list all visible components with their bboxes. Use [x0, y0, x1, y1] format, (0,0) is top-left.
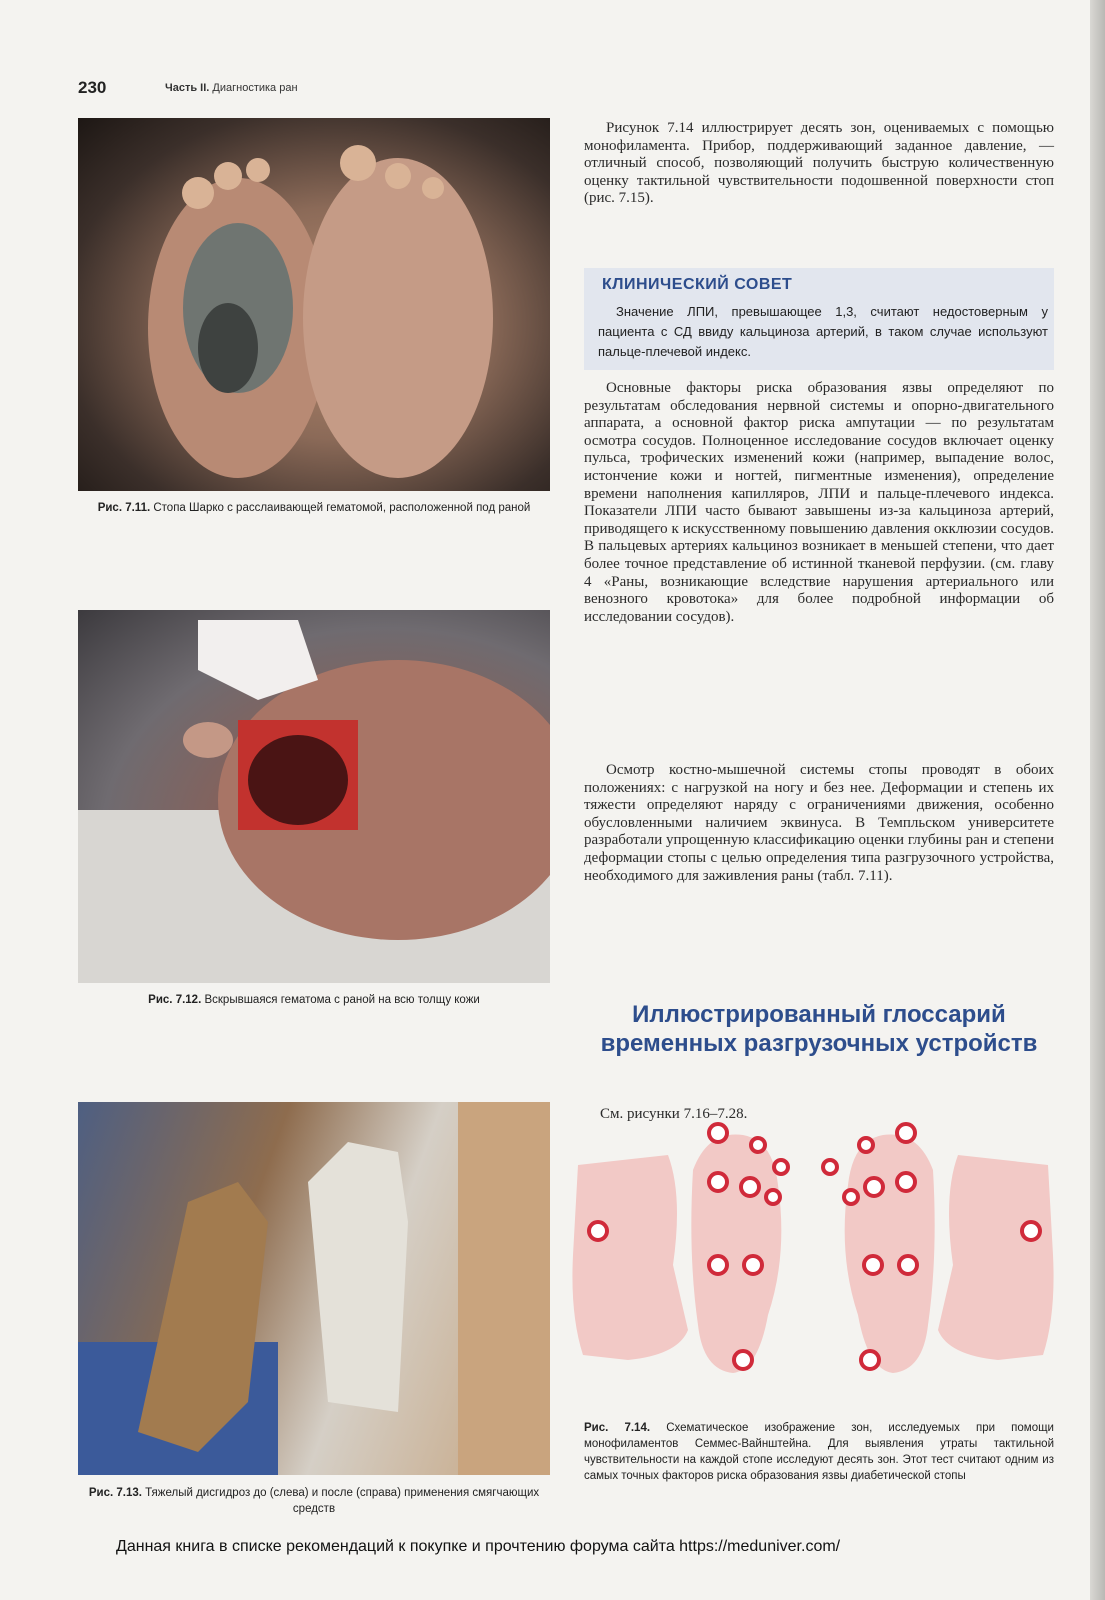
paragraph-1: Рисунок 7.14 иллюстрирует десять зон, оцениваемых с помощью монофиламента. Прибор, поддерживающий заданное давление, — отличный способ, позволяющий получить быструю количественную оценку тактильной чувствительности подошвенной поверхности стоп (рис. 7.15). [584, 120, 1054, 207]
page-number: 230 [78, 78, 107, 97]
zone-marker [741, 1178, 759, 1196]
zone-marker [865, 1178, 883, 1196]
running-header-section: Диагностика ран [212, 82, 298, 94]
zone-marker [844, 1190, 858, 1204]
zone-marker [823, 1160, 837, 1174]
right-foot-plantar-outline [845, 1134, 935, 1373]
running-header [165, 82, 298, 94]
figure-7-14-label: Рис. 7.14. [584, 1422, 651, 1434]
figure-7-14-diagram [568, 1115, 1058, 1395]
figure-7-12-label: Рис. 7.12. [148, 994, 202, 1006]
figure-7-11-label: Рис. 7.11. [97, 502, 151, 514]
left-foot-plantar-outline [691, 1134, 781, 1373]
figure-7-13-caption [78, 1485, 550, 1517]
zone-marker [589, 1222, 607, 1240]
figure-7-14-text: Схематическое изображение зон, исследуемых при помощи монофиламентов Семмес-Вайнштейна. Для выявления утраты тактильной чувствительности на каждой стопе исследуют десять зон. Этот тест считают одним из самых точных факторов риска образования язвы диабетической стопы [584, 1422, 1054, 1482]
figure-7-11-caption [78, 500, 550, 516]
running-header-part: Часть II. [165, 82, 210, 94]
photo-open-hematoma [78, 610, 550, 983]
zone-marker [734, 1351, 752, 1369]
page-edge [1090, 0, 1105, 1600]
zone-marker [709, 1173, 727, 1191]
right-foot-side-outline [938, 1155, 1054, 1360]
photo-charcot-foot [78, 118, 550, 491]
left-foot-side-outline [572, 1155, 688, 1360]
zone-marker [899, 1256, 917, 1274]
figure-7-13-label: Рис. 7.13. [88, 1487, 142, 1499]
figure-7-12-text: Вскрывшаяся гематома с раной на всю толщу кожи [204, 994, 480, 1006]
figure-7-12-caption [78, 992, 550, 1008]
figure-7-14-caption [584, 1420, 1054, 1484]
zone-marker [744, 1256, 762, 1274]
clinical-tip-box [584, 268, 1054, 370]
zone-marker [766, 1190, 780, 1204]
zone-marker [1022, 1222, 1040, 1240]
zone-marker [709, 1256, 727, 1274]
paragraph-2: Основные факторы риска образования язвы определяют по результатам обследования нервной системы и опорно-двигательного аппарата, а основной фактор риска ампутации — по результатам осмотра сосудов. Полноценное исследование сосудов включает оценку пульса, трофических изменений кожи (например, выпадение волос, истончение кожи и ногтей, пигментные изменения), определение времени наполнения капилляров, ЛПИ и пальце-плечевого индекса. Показатели ЛПИ часто бывают завышены из-за кальциноза артерий, приводящего к искусственному повышению давления окклюзии сосудов. В пальцевых артериях кальциноз возникает в меньшей степени, что дает более точное представление об истинной тканевой перфузии. (см. главу 4 «Раны, возникающие вследствие нарушения артериального или венозного кровотока» для более подробной информации об исследовании сосудов). [584, 380, 1054, 625]
zone-marker [864, 1256, 882, 1274]
zone-marker [774, 1160, 788, 1174]
clinical-tip-title: КЛИНИЧЕСКИЙ СОВЕТ [602, 276, 793, 293]
zone-marker [709, 1124, 727, 1142]
zone-marker [897, 1173, 915, 1191]
glossary-heading: Иллюстрированный глоссарий временных разгрузочных устройств [600, 1001, 1038, 1057]
glossary-see-figures: См. рисунки 7.16–7.28. [600, 1106, 748, 1122]
zone-marker [897, 1124, 915, 1142]
paragraph-3: Осмотр костно-мышечной системы стопы проводят в обоих положениях: с нагрузкой на ногу и без нее. Деформации и степень их тяжести определяют наряду с ограничениями движения, особенно обусловленными наличием эквинуса. В Темпльском университете разработали упрощенную классификацию оценки глубины ран и степени деформации стопы с целью определения типа разгрузочного устройства, необходимого для заживления раны (табл. 7.11). [584, 762, 1054, 884]
zone-marker [861, 1351, 879, 1369]
photo-dyshidrosis [78, 1102, 550, 1475]
clinical-tip-text: Значение ЛПИ, превышающее 1,3, считают недостоверным у пациента с СД ввиду кальциноза артерий, в таком случае используют пальце-плечевой индекс. [598, 304, 1048, 359]
zone-marker [859, 1138, 873, 1152]
figure-7-13-text: Тяжелый дисгидроз до (слева) и после (справа) применения смягчающих средств [145, 1487, 540, 1515]
figure-7-11-text: Стопа Шарко с расслаивающей гематомой, расположенной под раной [153, 502, 531, 514]
page-header [78, 78, 558, 102]
zone-marker [751, 1138, 765, 1152]
footer-note: Данная книга в списке рекомендаций к покупке и прочтению форума сайта https://meduniver.com/ [116, 1538, 841, 1555]
